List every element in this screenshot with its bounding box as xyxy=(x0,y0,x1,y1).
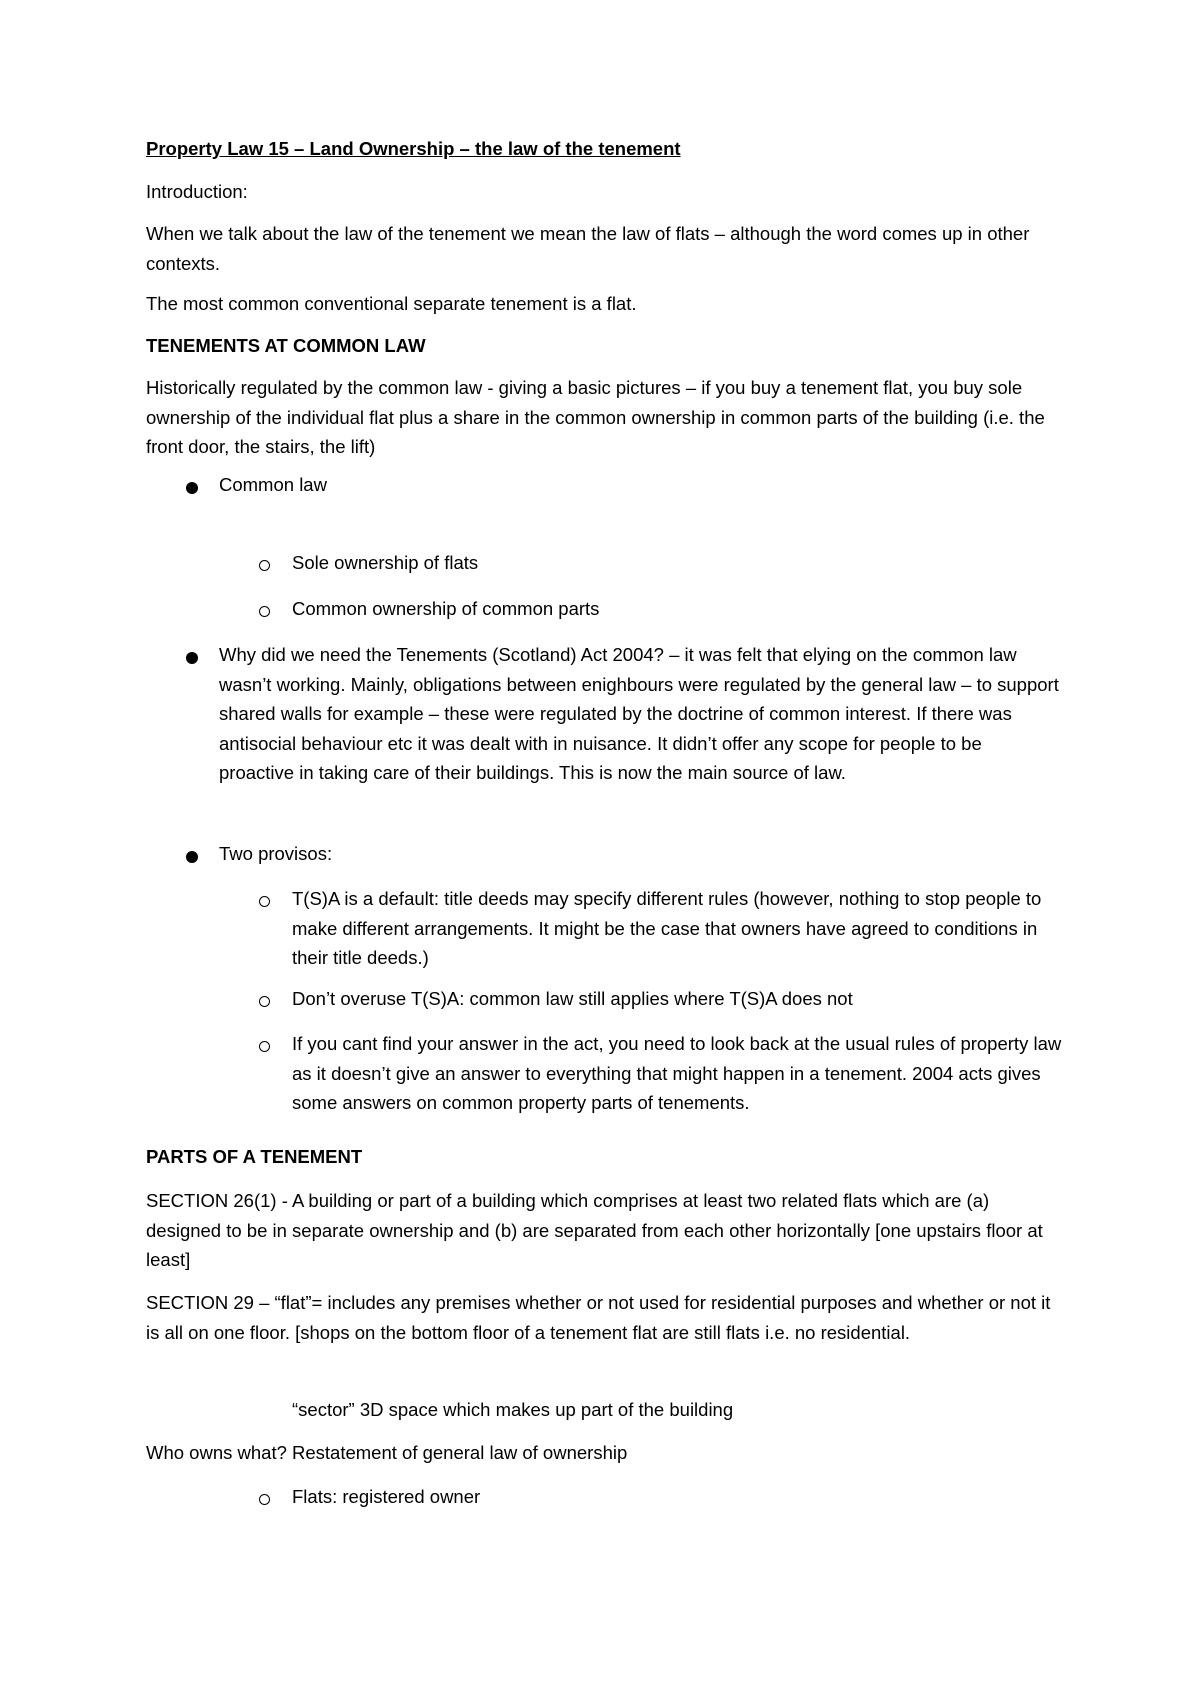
document-title: Property Law 15 – Land Ownership – the law of the tenement xyxy=(146,138,681,159)
section-29-paragraph: SECTION 29 – “flat”= includes any premises whether or not used for residential purposes and whether or not it is all on one floor. [shops on the bottom floor of a tenement flat are still flats i.e. no residential. xyxy=(146,1292,1051,1343)
bullet-disc-icon xyxy=(186,652,198,664)
sublist-item-default: T(S)A is a default: title deeds may specify different rules (however, nothing to stop people to make different arrangements. It might be the case that owners have agreed to conditions in their title deeds.) xyxy=(292,888,1042,968)
intro-paragraph-2: The most common conventional separate tenement is a flat. xyxy=(146,293,637,314)
bullet-circle-icon xyxy=(259,606,270,617)
bullet-circle-icon xyxy=(259,996,270,1007)
sublist-item-overuse: Don’t overuse T(S)A: common law still applies where T(S)A does not xyxy=(292,988,853,1009)
sublist-item-sole-ownership: Sole ownership of flats xyxy=(292,552,479,573)
intro-paragraph: When we talk about the law of the tenement we mean the law of flats – although the word comes up in other contexts. xyxy=(146,223,1030,274)
section-heading-common-law: TENEMENTS AT COMMON LAW xyxy=(146,335,426,356)
section-heading-parts: PARTS OF A TENEMENT xyxy=(146,1146,363,1167)
section-26-paragraph: SECTION 26(1) - A building or part of a building which comprises at least two related flats which are (a) designed to be in separate ownership and (b) are separated from each other horizontally [one upstairs floor at least] xyxy=(146,1190,1043,1270)
bullet-circle-icon xyxy=(259,560,270,571)
intro-label: Introduction: xyxy=(146,181,248,202)
sublist-item-common-ownership: Common ownership of common parts xyxy=(292,598,600,619)
bullet-disc-icon xyxy=(186,851,198,863)
list-item-why-act: Why did we need the Tenements (Scotland) Act 2004? – it was felt that elying on the common law wasn’t working. Mainly, obligations between enighbours were regulated by the general law – to support shared walls for example – these were regulated by the doctrine of common interest. If there was antisocial behaviour etc it was dealt with in nuisance. It didn’t offer any scope for people to be proactive in taking care of their buildings. This is now the main source of law. xyxy=(219,644,1059,783)
sector-definition: “sector” 3D space which makes up part of the building xyxy=(292,1399,734,1420)
bullet-circle-icon xyxy=(259,1041,270,1052)
bullet-circle-icon xyxy=(259,1494,270,1505)
sublist-item-cant-find: If you cant find your answer in the act, you need to look back at the usual rules of property law as it doesn’t give an answer to everything that might happen in a tenement. 2004 acts gives some answers on common property parts of tenements. xyxy=(292,1033,1062,1113)
list-item-two-provisos: Two provisos: xyxy=(219,843,333,864)
list-item-common-law: Common law xyxy=(219,474,327,495)
common-law-paragraph: Historically regulated by the common law - giving a basic pictures – if you buy a tenement flat, you buy sole ownership of the individual flat plus a share in the common ownership in common parts of the building (i.e. the front door, the stairs, the lift) xyxy=(146,377,1045,457)
sublist-item-flats-owner: Flats: registered owner xyxy=(292,1486,481,1507)
bullet-circle-icon xyxy=(259,896,270,907)
bullet-disc-icon xyxy=(186,482,198,494)
who-owns-paragraph: Who owns what? Restatement of general law of ownership xyxy=(146,1442,628,1463)
